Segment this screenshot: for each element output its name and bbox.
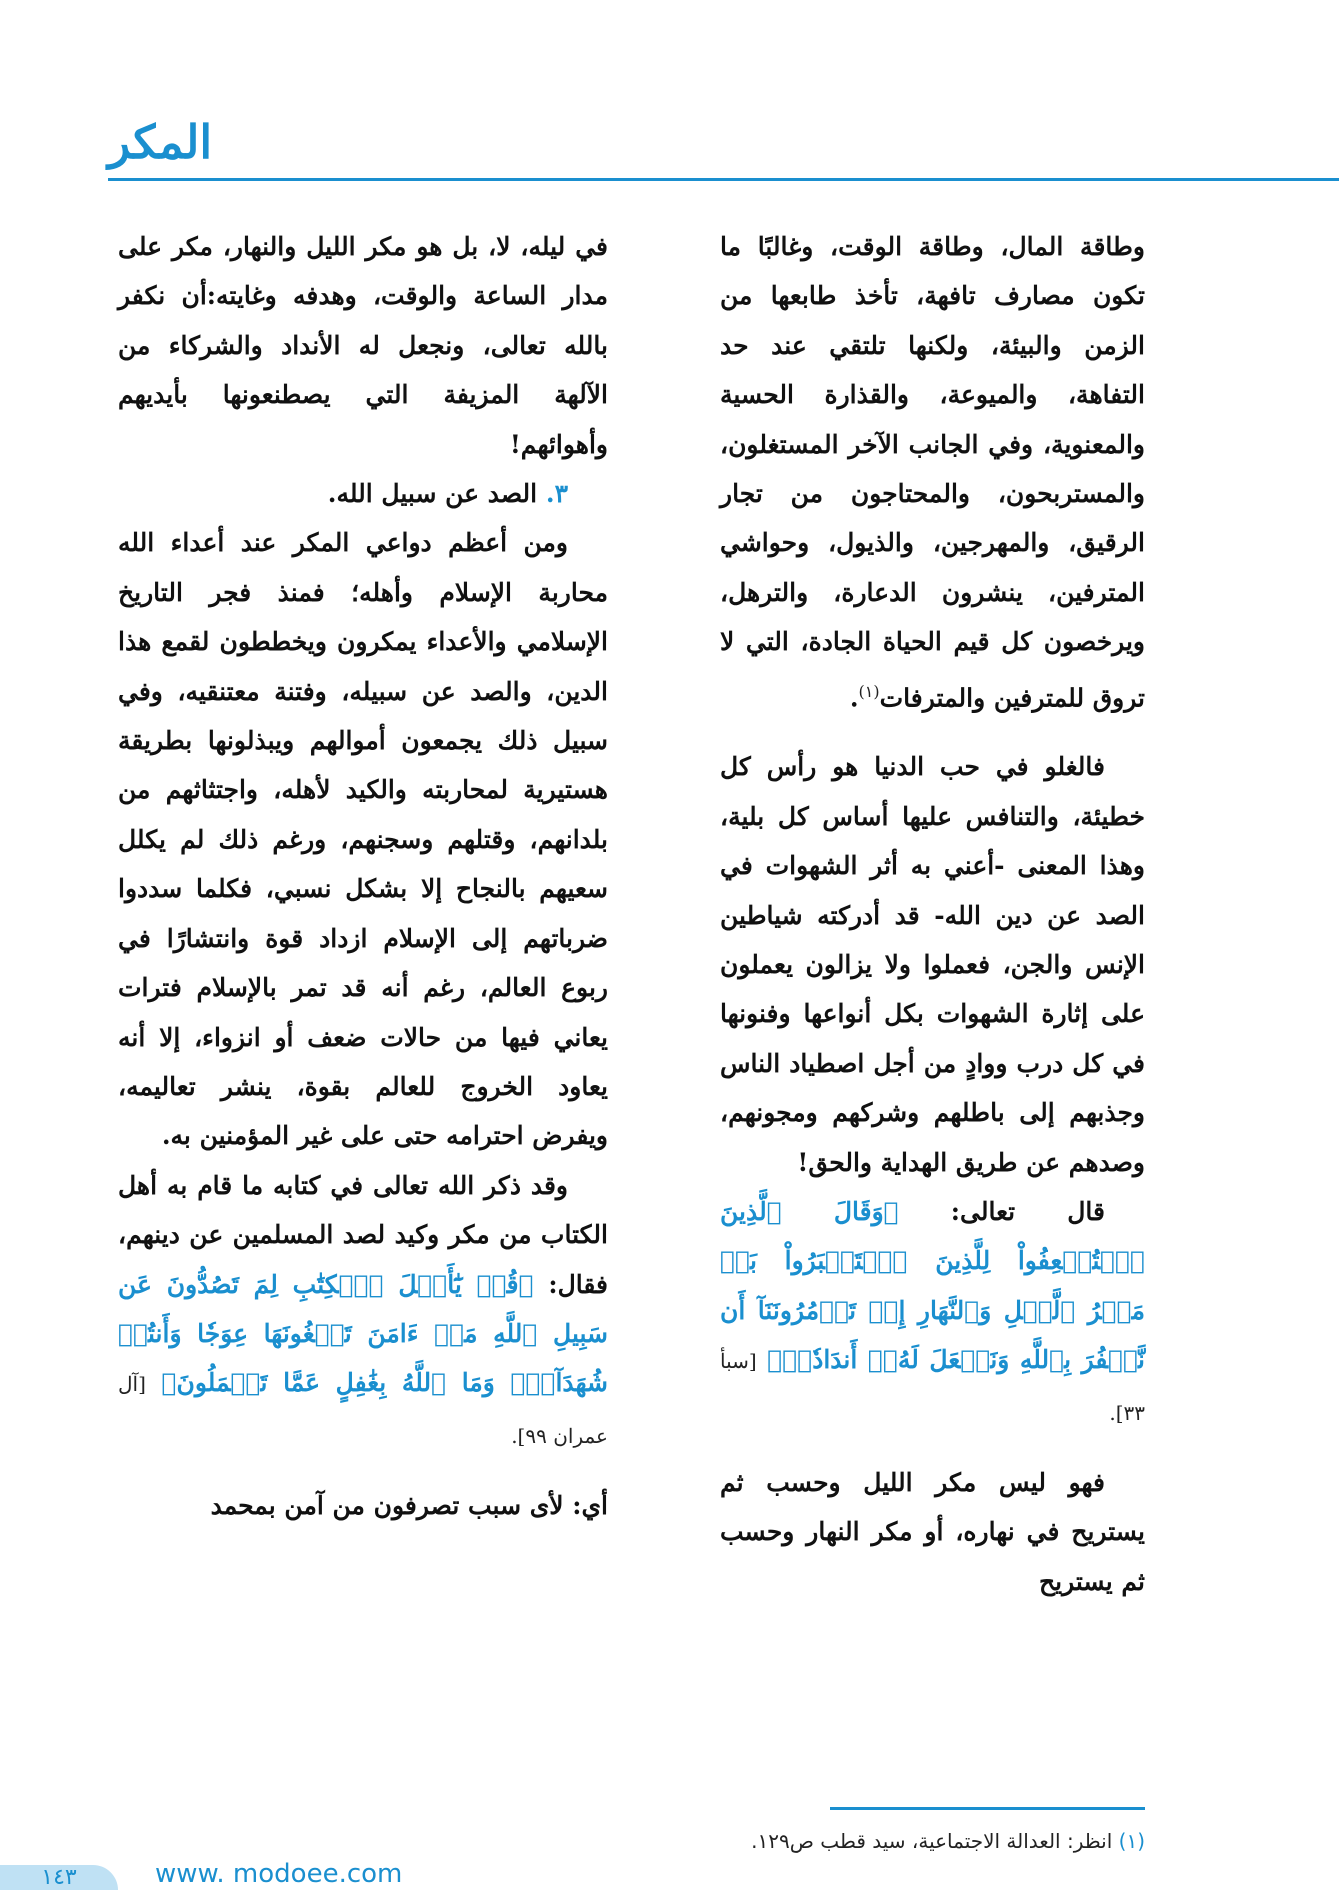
footnote (720, 1822, 1145, 1860)
right-text-column (720, 222, 1145, 1606)
quran-verse: قُلۡ يَٰٓأَهۡلَ ٱلۡكِتَٰبِ لِمَ تَصُدُّونَ عَن سَبِيلِ ٱللَّهِ مَنۡ ءَامَنَ تَبۡغُونَهَا عِوَجٗا وَأَنتُمۡ شُهَدَآءُۗ وَمَا ٱللَّهُ بِغَٰفِلٍ عَمَّا تَعۡمَلُونَ (118, 1269, 608, 1398)
section-heading (118, 469, 608, 518)
quran-close-bracket: ﴾ (767, 1345, 783, 1375)
paragraph: ومن أعظم دواعي المكر عند أعداء الله محاربة الإسلام وأهله؛ فمنذ فجر التاريخ الإسلامي والأعداء يمكرون ويخططون لقمع هذا الدين، والصد عن سبيله، وفتنة معتنقيه، وفي سبيل ذلك يجمعون أموالهم ويبذلونها بطريقة هستيرية لمحاربته والكيد لأهله، واجتثاثهم من بلدانهم، وقتلهم وسجنهم، ورغم ذلك لم يكلل سعيهم بالنجاح إلا بشكل نسبي، فكلما سددوا ضرباتهم إلى الإسلام ازداد قوة وانتشارًا في ربوع العالم، رغم أنه قد تمر بالإسلام فترات يعاني فيها من حالات ضعف أو انزواء، إلا أنه يعاود الخروج للعالم بقوة، ينشر تعاليمه، ويفرض احترامه حتى على غير المؤمنين به. (118, 528, 608, 1151)
paragraph: في ليله، لا، بل هو مكر الليل والنهار، مكر على مدار الساعة والوقت، وهدفه وغايته:أن نكفر بالله تعالى، ونجعل له الأنداد والشركاء من الآلهة المزيفة التي يصطنعونها بأيديهم وأهوائهم! (118, 232, 608, 459)
quran-quote-paragraph (720, 1187, 1145, 1438)
paragraph: أي: لأى سبب تصرفون من آمن بمحمد (210, 1491, 608, 1521)
quran-quote-paragraph (118, 1161, 608, 1461)
quran-verse: وَقَالَ ٱلَّذِينَ ٱسۡتُضۡعِفُواْ لِلَّذِينَ ٱسۡتَكۡبَرُواْ بَلۡ مَكۡرُ ٱلَّيۡلِ وَٱلنَّهَارِ إِذۡ تَأۡمُرُونَنَآ أَن نَّكۡفُرَ بِٱللَّهِ وَنَجۡعَلَ لَهُۥٓ أَندَادٗاۚ (720, 1197, 1145, 1375)
paragraph-end: . (849, 682, 859, 712)
footnote-divider (830, 1807, 1145, 1810)
left-text-column (118, 222, 608, 1531)
quran-open-bracket: ﴿ (518, 1269, 534, 1299)
footnote-number: (١) (1118, 1829, 1145, 1853)
footnote-marker[interactable]: (١) (858, 681, 880, 701)
header-divider (108, 178, 1339, 181)
quote-intro: وقد ذكر الله تعالى في كتابه ما قام به أهل الكتاب من مكر وكيد لصد المسلمين عن دينهم، فقال: (118, 1170, 608, 1299)
website-link[interactable]: www. modoee.com (155, 1859, 403, 1889)
paragraph-text: وطاقة المال، وطاقة الوقت، وغالبًا ما تكون مصارف تافهة، تأخذ طابعها من الزمن والبيئة، ولكنها تلتقي عند حد التفاهة، والميوعة، والقذارة الحسية والمعنوية، وفي الجانب الآخر المستغلون، والمستربحون، والمحتاجون من تجار الرقيق، والمهرجين، والذيول، وحواشي المترفين، ينشرون الدعارة، والترهل، ويرخصون كل قيم الحياة الجادة، التي لا تروق للمترفين والمترفات (720, 232, 1145, 712)
footnote-text: انظر: العدالة الاجتماعية، سيد قطب ص١٢٩. (751, 1829, 1113, 1853)
paragraph: فالغلو في حب الدنيا هو رأس كل خطيئة، والتنافس عليها أساس كل بلية، وهذا المعنى -أعني به أثر الشهوات في الصد عن دين الله- قد أدركته شياطين الإنس والجن، فعملوا ولا يزالون يعملون على إثارة الشهوات بكل أنواعها وفنونها في كل درب ووادٍ من أجل اصطياد الناس وجذبهم إلى باطلهم وشركهم ومجونهم، وصدهم عن طريق الهداية والحق! (720, 752, 1145, 1177)
quote-intro: قال تعالى: (950, 1197, 1105, 1227)
section-heading-text: الصد عن سبيل الله. (327, 479, 538, 509)
paragraph: فهو ليس مكر الليل وحسب ثم يستريح في نهاره، أو مكر النهار وحسب ثم يستريح (720, 1468, 1145, 1596)
section-number: ٣. (545, 479, 568, 509)
verse-reference: [سبأ ٣٣]. (720, 1349, 1145, 1425)
quran-open-bracket: ﴿ (883, 1197, 899, 1227)
quran-close-bracket: ﴾ (161, 1368, 177, 1398)
page-number: ١٤٣ (41, 1865, 77, 1890)
page-title: المكر (108, 115, 213, 169)
verse-reference: [آل عمران ٩٩]. (118, 1372, 608, 1448)
paragraph (720, 222, 1145, 722)
